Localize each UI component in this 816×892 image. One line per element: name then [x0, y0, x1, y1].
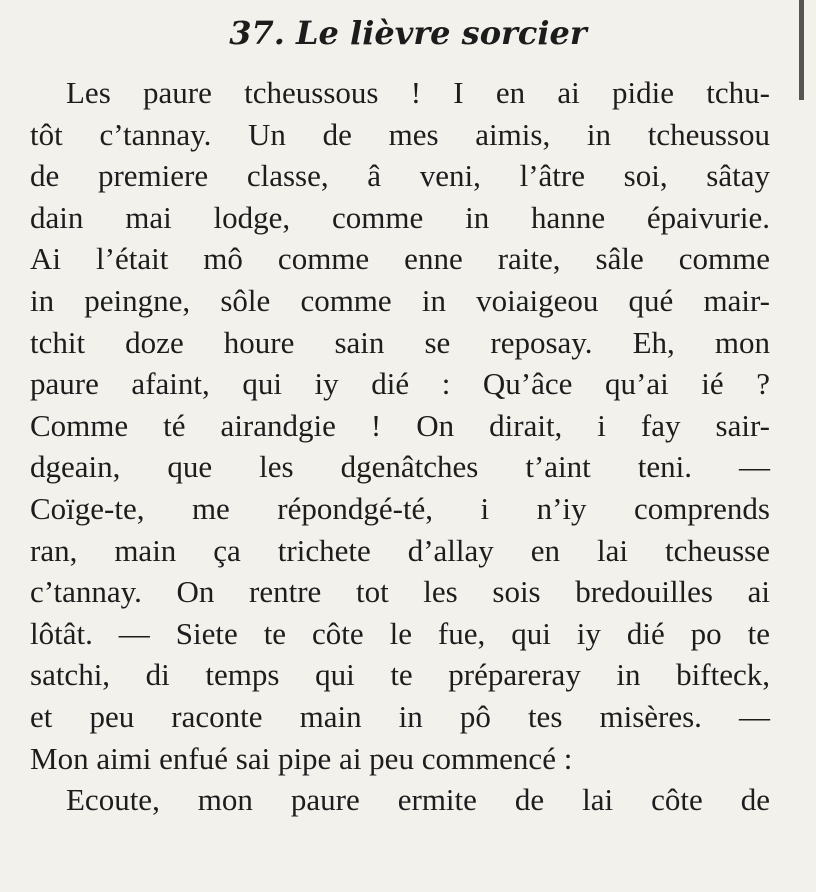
text-line: tôt c’tannay. Un de mes aimis, in tcheussou [30, 116, 770, 152]
text-line: Ecoute, mon paure ermite de lai côte de [66, 782, 770, 818]
text-line: Coïge-te, me répondgé-té, i n’iy comprends [30, 490, 770, 526]
text-line: ran, main ça trichete d’allay en lai tcheusse [30, 532, 770, 568]
text-line: Mon aimi enfué sai pipe ai peu commencé : [30, 740, 573, 776]
text-line: Comme té airandgie ! On dirait, i fay sair- [30, 407, 770, 443]
text-line: satchi, di temps qui te prépareray in bifteck, [30, 657, 770, 693]
chapter-title: 37. Le lièvre sorcier [229, 14, 587, 52]
text-line: paure afaint, qui iy dié : Qu’âce qu’ai ié ? [30, 366, 770, 402]
text-line: Ai l’était mô comme enne raite, sâle comme [30, 241, 770, 277]
body-text [30, 72, 770, 821]
text-line: de premiere classe, â veni, l’âtre soi, sâtay [30, 158, 770, 194]
text-line: dgeain, que les dgenâtches t’aint teni. — [30, 449, 770, 485]
text-line: tchit doze houre sain se reposay. Eh, mon [30, 324, 770, 360]
text-line: c’tannay. On rentre tot les sois bredouilles ai [30, 574, 770, 610]
text-line: et peu raconte main in pô tes misères. — [30, 698, 770, 734]
text-line: dain mai lodge, comme in hanne épaivurie. [30, 199, 770, 235]
text-line: in peingne, sôle comme in voiaigeou qué mair- [30, 282, 770, 318]
text-line: Les paure tcheussous ! I en ai pidie tchu- [66, 75, 770, 110]
text-line: lôtât. — Siete te côte le fue, qui iy dié po te [30, 615, 770, 651]
